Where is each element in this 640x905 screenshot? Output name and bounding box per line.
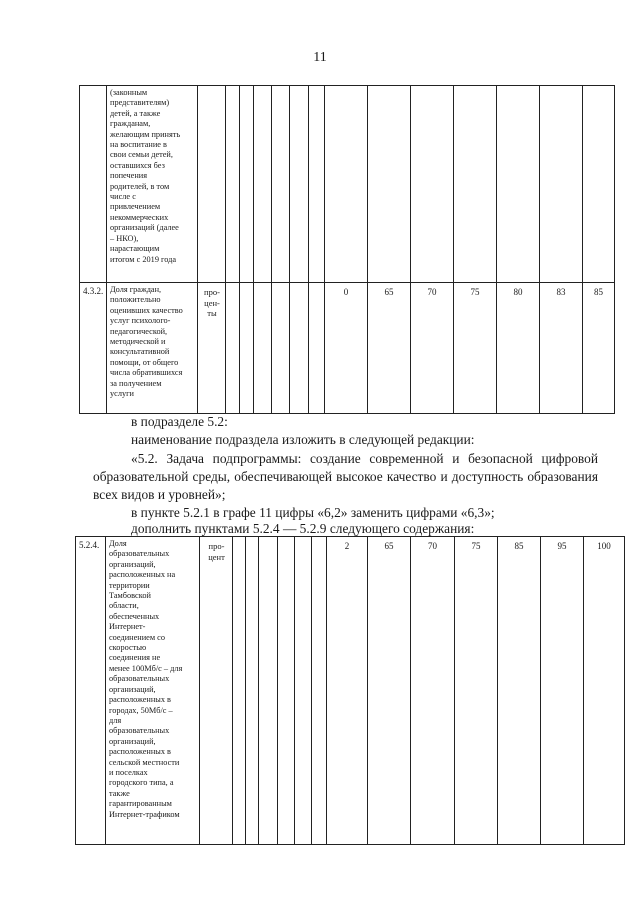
- value-cell: 85: [498, 537, 541, 845]
- text-line: в пункте 5.2.1 в графе 11 цифры «6,2» заменить цифрами «6,3»;: [131, 505, 495, 520]
- indicator-name-cell: Доля граждан, положительно оценивших качество услуг психолого- педагогической, методической и консультативной помощи, от общего числа обратившихся за получением услуги: [107, 283, 198, 414]
- indicator-name-cell: Доля образовательных организаций, расположенных на территории Тамбовской области, обеспеченных Интернет- соединением со скоростью соединения не менее 100Мб/с – для образовательных организаций, расположенных в городах, 50Мб/с – для образовательных организаций, расположенных в сельской местности и поселках городского типа, а также гарантированным Интернет-трафиком: [106, 537, 200, 845]
- value-cell: 65: [368, 283, 411, 414]
- unit-cell: про- цент: [200, 537, 233, 845]
- upper-table: [79, 85, 615, 414]
- value-cell: 83: [540, 283, 583, 414]
- row-number-cell: 5.2.4.: [76, 537, 106, 845]
- unit-cell: про- цен- ты: [198, 283, 226, 414]
- value-cell: 0: [325, 283, 368, 414]
- table-row: [80, 283, 615, 414]
- value-cell: 95: [541, 537, 584, 845]
- text-line: наименование подраздела изложить в следующей редакции:: [131, 432, 475, 447]
- value-cell: 100: [584, 537, 625, 845]
- value-cell: 75: [454, 283, 497, 414]
- lower-table: [75, 536, 625, 845]
- table-row: [80, 86, 615, 283]
- value-cell: 70: [411, 283, 454, 414]
- text-line: дополнить пунктами 5.2.4 — 5.2.9 следующего содержания:: [131, 521, 475, 536]
- indicator-name-cell: (законным представителям) детей, а также гражданам, желающим принять на воспитание в свои семьи детей, оставшихся без попечения родителей, в том числе с привлечением некоммерческих организаций (далее – НКО), нарастающим итогом с 2019 года: [107, 86, 198, 283]
- row-number-cell: [80, 86, 107, 283]
- row-number-cell: 4.3.2.: [80, 283, 107, 414]
- value-cell: 70: [411, 537, 455, 845]
- text-line: в подразделе 5.2:: [131, 414, 228, 429]
- page-number: 11: [313, 50, 327, 65]
- value-cell: 2: [327, 537, 368, 845]
- value-cell: 65: [368, 537, 411, 845]
- text-paragraph: «5.2. Задача подпрограммы: создание современной и безопасной цифровой образовательной среды, обеспечивающей высокое качество и доступность образования всех видов и уровней»;: [93, 451, 598, 502]
- value-cell: 75: [455, 537, 498, 845]
- value-cell: 85: [583, 283, 615, 414]
- value-cell: 80: [497, 283, 540, 414]
- table-row: [76, 537, 625, 845]
